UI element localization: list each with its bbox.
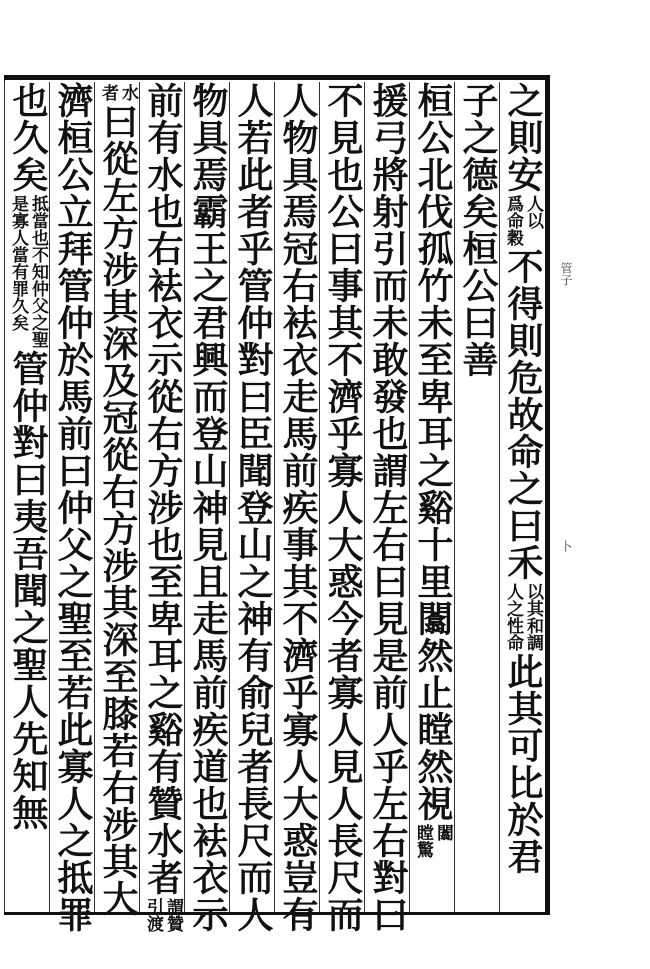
main-text: 不見也公曰事其不濟乎寡人大惑今者寡人見人長尺而 <box>322 82 364 933</box>
note-line: 人以 <box>523 195 543 229</box>
main-text: 也久矣 <box>7 82 49 193</box>
main-text: 前有水也右袪衣示從右方涉也至卑耳之谿有贊水者 <box>142 82 184 896</box>
note-line: 者 <box>98 84 118 101</box>
note-line: 抵當也不知仲父之聖 <box>28 195 48 348</box>
note-line: 是寡人當有罪久矣 <box>8 195 28 331</box>
text-column <box>320 82 366 933</box>
note-line: 闟 <box>433 824 453 841</box>
text-column <box>5 82 51 912</box>
margin-mark-top: 管子 <box>559 262 573 286</box>
note-line: 水 <box>118 84 138 101</box>
note-line: 引渡 <box>143 898 163 932</box>
note-line: 以其和調 <box>523 583 543 651</box>
main-text: 子之德矣桓公曰善 <box>457 82 499 378</box>
main-text: 人若此者乎管仲對曰臣聞登山之神有俞兒者長尺而人 <box>232 82 274 933</box>
main-text: 援弓將射引而未敢發也謂左右曰見是前人乎左右對曰 <box>367 82 409 933</box>
column-rule <box>4 82 5 912</box>
main-text: 曰從左方涉其深及冠從右方涉其深至膝若右涉其大 <box>97 103 139 917</box>
text-column <box>95 82 141 917</box>
main-text: 之則安 <box>502 82 544 193</box>
text-column <box>230 82 276 933</box>
text-column <box>500 82 546 912</box>
interlinear-note <box>98 84 138 101</box>
note-line: 爲命穀 <box>503 195 523 246</box>
text-column <box>365 82 411 933</box>
main-text: 人物具焉冠右袪衣走馬前疾事其不濟乎寡人大惑豈有 <box>277 82 319 933</box>
interlinear-note <box>503 195 543 246</box>
text-column <box>140 82 186 932</box>
note-line: 謂贊 <box>163 898 183 932</box>
interlinear-note <box>503 583 543 651</box>
text-column <box>455 82 501 912</box>
note-line: 人之性命 <box>503 583 523 651</box>
interlinear-note <box>413 824 453 858</box>
text-column <box>275 82 321 933</box>
note-line: 瞠驚 <box>413 824 433 858</box>
margin-mark-mid: 卜 <box>559 540 573 552</box>
main-text: 不得則危故命之曰禾 <box>502 248 544 581</box>
interlinear-note <box>8 195 48 348</box>
main-text: 濟桓公立拜管仲於馬前曰仲父之聖至若此寡人之抵罪 <box>52 82 94 933</box>
text-column <box>410 82 456 912</box>
main-text: 物具焉霸王之君興而登山神見且走馬前疾道也袪衣示 <box>187 82 229 933</box>
main-text: 管仲對曰夷吾聞之聖人先知無 <box>7 350 49 831</box>
interlinear-note <box>143 898 183 932</box>
text-column <box>50 82 96 933</box>
main-text: 桓公北伐孤竹未至卑耳之谿十里闟然止瞠然視 <box>412 82 454 822</box>
main-text: 此其可比於君 <box>502 653 544 875</box>
text-column <box>185 82 231 933</box>
